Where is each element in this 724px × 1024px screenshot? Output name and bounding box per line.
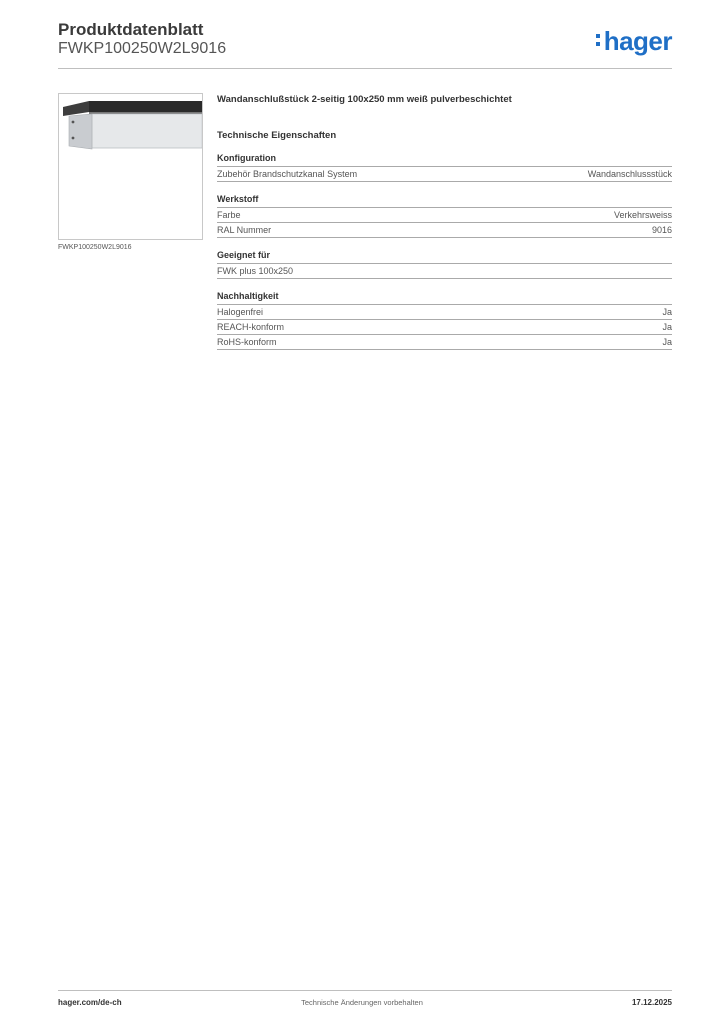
property-value: Wandanschlussstück bbox=[587, 169, 672, 179]
property-value: Verkehrsweiss bbox=[613, 210, 672, 220]
header-divider bbox=[58, 68, 672, 69]
section-konfiguration bbox=[217, 153, 672, 182]
image-caption: FWKP100250W2L9016 bbox=[58, 244, 132, 251]
technical-properties-title: Technische Eigenschaften bbox=[217, 130, 337, 141]
logo-dots-icon bbox=[596, 34, 600, 50]
footer-divider bbox=[58, 990, 672, 991]
property-row bbox=[217, 335, 672, 350]
section-geeignet-fuer bbox=[217, 250, 672, 279]
logo-text: hager bbox=[603, 26, 672, 56]
product-description: Wandanschlußstück 2-seitig 100x250 mm weiß pulverbeschichtet bbox=[217, 94, 512, 105]
property-label: RAL Nummer bbox=[217, 225, 272, 235]
property-row bbox=[217, 305, 672, 320]
section-title: Werkstoff bbox=[217, 194, 672, 208]
product-details bbox=[217, 94, 672, 362]
property-row bbox=[217, 208, 672, 223]
wall-connector-illustration bbox=[59, 94, 202, 239]
property-value: 9016 bbox=[651, 225, 672, 235]
property-label: REACH-konform bbox=[217, 322, 285, 332]
property-row bbox=[217, 223, 672, 238]
property-label: Zubehör Brandschutzkanal System bbox=[217, 169, 358, 179]
footer-note: Technische Änderungen vorbehalten bbox=[301, 998, 423, 1007]
property-row bbox=[217, 320, 672, 335]
property-row bbox=[217, 264, 672, 279]
footer-date: 17.12.2025 bbox=[631, 998, 672, 1007]
product-code: FWKP100250W2L9016 bbox=[58, 40, 227, 57]
section-werkstoff bbox=[217, 194, 672, 238]
property-label: Farbe bbox=[217, 210, 241, 220]
section-title: Geeignet für bbox=[217, 250, 672, 264]
property-value: Ja bbox=[662, 307, 672, 317]
property-label: RoHS-konform bbox=[217, 337, 277, 347]
hager-logo[interactable] bbox=[604, 26, 672, 57]
property-value: Ja bbox=[662, 322, 672, 332]
section-title: Nachhaltigkeit bbox=[217, 291, 672, 305]
product-image bbox=[58, 93, 203, 240]
property-value: Ja bbox=[662, 337, 672, 347]
property-row bbox=[217, 167, 672, 182]
section-title: Konfiguration bbox=[217, 153, 672, 167]
property-label: Halogenfrei bbox=[217, 307, 264, 317]
section-nachhaltigkeit bbox=[217, 291, 672, 350]
property-label: FWK plus 100x250 bbox=[217, 266, 294, 276]
page-title: Produktdatenblatt bbox=[58, 20, 204, 39]
footer-website-link[interactable]: hager.com/de-ch bbox=[58, 998, 122, 1007]
